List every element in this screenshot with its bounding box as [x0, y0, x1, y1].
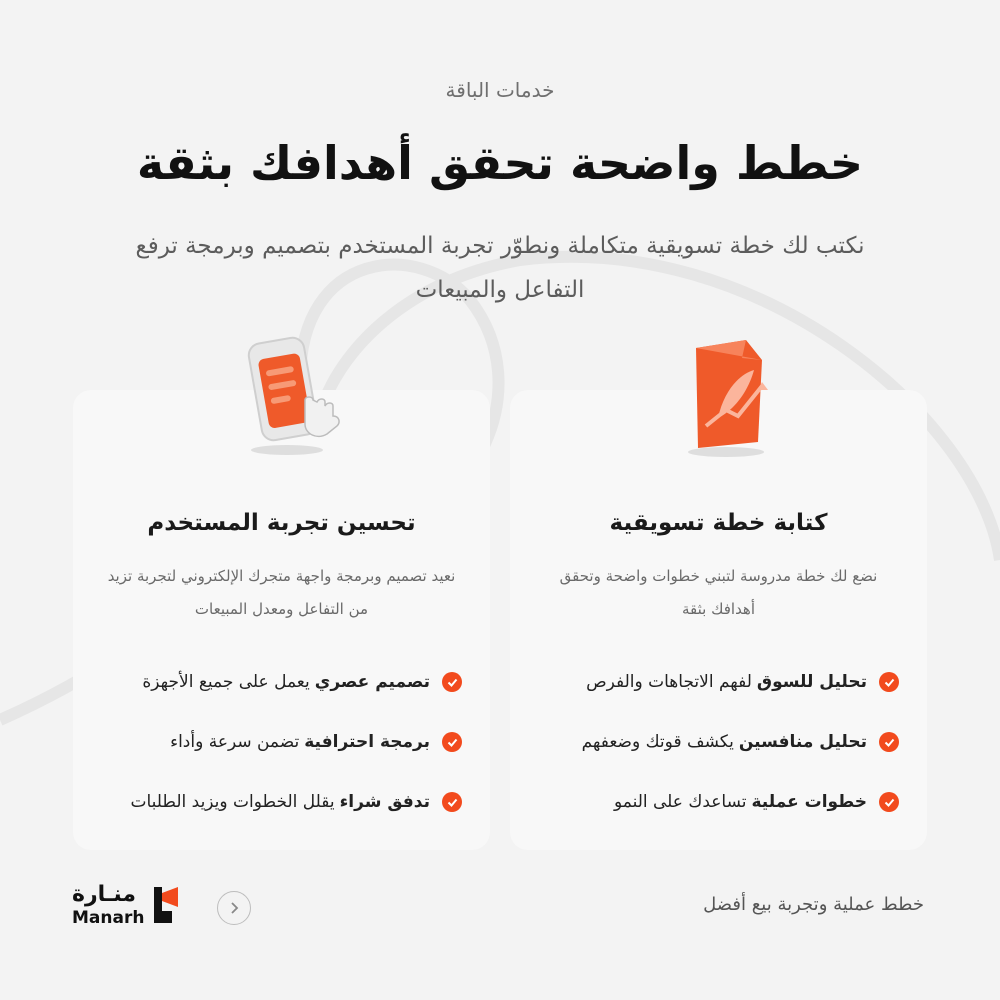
feature-bold: تدفق شراء: [339, 792, 430, 812]
feature-item: [529, 772, 899, 832]
feature-item: [529, 652, 899, 712]
feature-text: يقلل الخطوات ويزيد الطلبات: [130, 792, 335, 812]
feature-text: يكشف قوتك وضعفهم: [581, 732, 734, 752]
service-card-marketing-plan: [510, 390, 927, 850]
check-icon: [442, 732, 462, 752]
card-description: نعيد تصميم وبرمجة واجهة متجرك الإلكتروني لتجربة تزيد من التفاعل ومعدل المبيعات: [107, 567, 456, 618]
next-button[interactable]: [217, 891, 251, 925]
chevron-right-icon: [227, 901, 241, 915]
feature-text: لفهم الاتجاهات والفرص: [586, 672, 752, 692]
card-title: تحسين تجربة المستخدم: [147, 510, 416, 536]
card-title: كتابة خطة تسويقية: [609, 510, 828, 536]
logo-mark-icon: [152, 885, 182, 925]
feature-bold: تحليل منافسين: [738, 732, 867, 752]
logo-english: Manarh: [72, 908, 145, 928]
check-icon: [879, 672, 899, 692]
feature-bold: برمجة احترافية: [304, 732, 430, 752]
service-card-user-experience: [73, 390, 490, 850]
feature-bold: تحليل للسوق: [756, 672, 867, 692]
feature-item: [529, 712, 899, 772]
footer-tagline: خطط عملية وتجربة بيع أفضل: [703, 894, 924, 915]
feature-item: [92, 652, 462, 712]
check-icon: [442, 672, 462, 692]
check-icon: [442, 792, 462, 812]
card-description: نضع لك خطة مدروسة لتبني خطوات واضحة وتحقق أهدافك بثقة: [559, 567, 878, 618]
feature-item: [92, 712, 462, 772]
feature-list: [92, 652, 462, 832]
logo-arabic: منـارة: [72, 882, 137, 907]
feature-text: تضمن سرعة وأداء: [170, 732, 300, 752]
feature-list: [529, 652, 899, 832]
check-icon: [879, 732, 899, 752]
page-subtitle: نكتب لك خطة تسويقية متكاملة ونطوّر تجربة المستخدم بتصميم وبرمجة ترفع التفاعل والمبيعات: [135, 233, 865, 303]
mobile-touch-hand-icon: [221, 330, 351, 460]
check-icon: [879, 792, 899, 812]
brand-logo: [72, 882, 192, 932]
feature-bold: تصميم عصري: [314, 672, 430, 692]
feature-bold: خطوات عملية: [751, 792, 867, 812]
document-feather-chart-icon: [658, 330, 788, 460]
page-title: خطط واضحة تحقق أهدافك بثقة: [136, 136, 864, 190]
section-eyebrow: خدمات الباقة: [445, 78, 555, 102]
feature-item: [92, 772, 462, 832]
feature-text: يعمل على جميع الأجهزة: [142, 672, 310, 692]
feature-text: تساعدك على النمو: [613, 792, 747, 812]
